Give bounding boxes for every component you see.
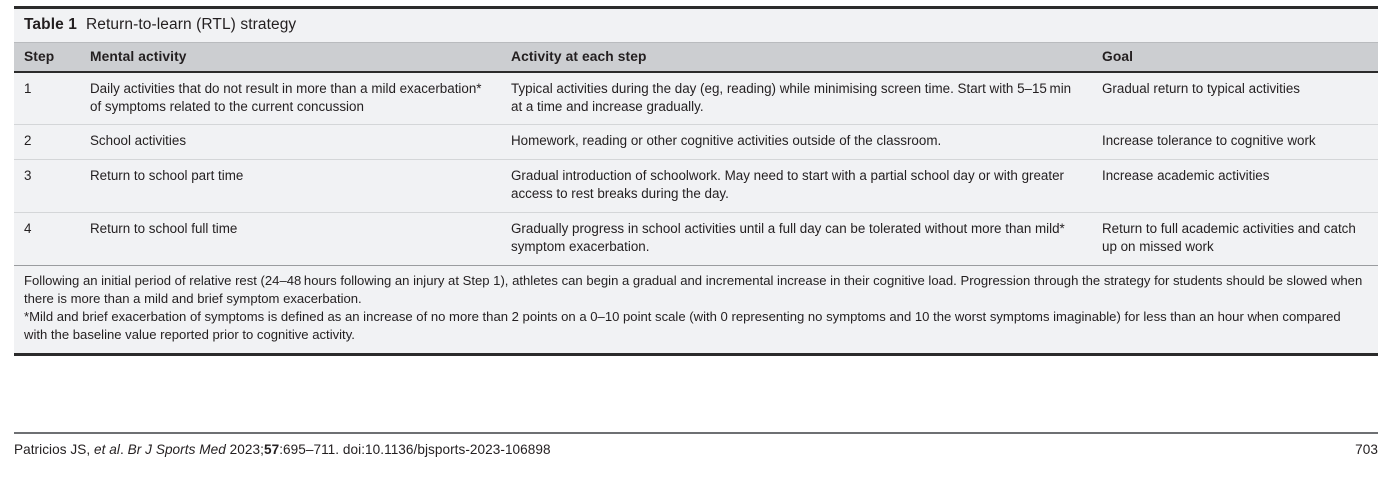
table-header [14,43,1378,72]
citation-journal: Br J Sports Med [127,442,226,457]
cell-goal: Increase academic activities [1092,160,1378,213]
cell-step: 3 [14,160,80,213]
cell-mental-activity: School activities [80,125,501,160]
citation-pages-doi: :695–711. doi:10.1136/bjsports-2023-106898 [279,442,551,457]
cell-activity: Homework, reading or other cognitive activities outside of the classroom. [501,125,1092,160]
cell-step: 1 [14,72,80,125]
cell-activity: Gradually progress in school activities until a full day can be tolerated without more than mild* symptom exacerbation. [501,212,1092,265]
table-row [14,160,1378,213]
citation-period: . [119,442,128,457]
page-footer [14,432,1378,457]
cell-mental-activity: Return to school part time [80,160,501,213]
cell-goal: Return to full academic activities and catch up on missed work [1092,212,1378,265]
citation-authors: Patricios JS, [14,442,95,457]
table-caption-text: Return-to-learn (RTL) strategy [85,16,297,33]
cell-goal: Gradual return to typical activities [1092,72,1378,125]
column-header-activity-at-each-step: Activity at each step [501,43,1092,72]
column-header-step: Step [14,43,80,72]
page-number: 703 [1355,442,1378,457]
column-header-mental-activity: Mental activity [80,43,501,72]
cell-activity: Gradual introduction of schoolwork. May need to start with a partial school day or with greater access to rest breaks during the day. [501,160,1092,213]
table-header-row [14,43,1378,72]
footnote-mild-definition: *Mild and brief exacerbation of symptoms is defined as an increase of no more than 2 points on a 0–10 point scale (with 0 representing no symptoms and 10 the worst symptoms imaginable) for less than an hour when compared with the baseline value reported prior to cognitive activity. [24,309,1341,343]
citation-etal: et al [94,442,120,457]
cell-step: 2 [14,125,80,160]
cell-mental-activity: Return to school full time [80,212,501,265]
table-caption [14,9,1378,43]
citation-line [14,442,551,457]
cell-goal: Increase tolerance to cognitive work [1092,125,1378,160]
cell-mental-activity: Daily activities that do not result in more than a mild exacerbation* of symptoms related to the current concussion [80,72,501,125]
citation-volume: 57 [263,442,280,457]
cell-step: 4 [14,212,80,265]
table-body [14,72,1378,265]
table-footnotes [14,266,1378,354]
table-row [14,125,1378,160]
column-header-goal: Goal [1092,43,1378,72]
table-row [14,212,1378,265]
table-1-block [14,6,1378,356]
table-caption-label: Table 1 [24,16,77,33]
cell-activity: Typical activities during the day (eg, reading) while minimising screen time. Start with 5–15 min at a time and increase gradually. [501,72,1092,125]
table-row [14,72,1378,125]
citation-year: 2023; [225,442,264,457]
rtl-strategy-table [14,43,1378,266]
footnote-general: Following an initial period of relative rest (24–48 hours following an injury at Step 1), athletes can begin a gradual and incremental increase in their cognitive load. Progression through the strategy for students should be slowed when there is more than a mild and brief symptom exacerbation. [24,272,1363,306]
